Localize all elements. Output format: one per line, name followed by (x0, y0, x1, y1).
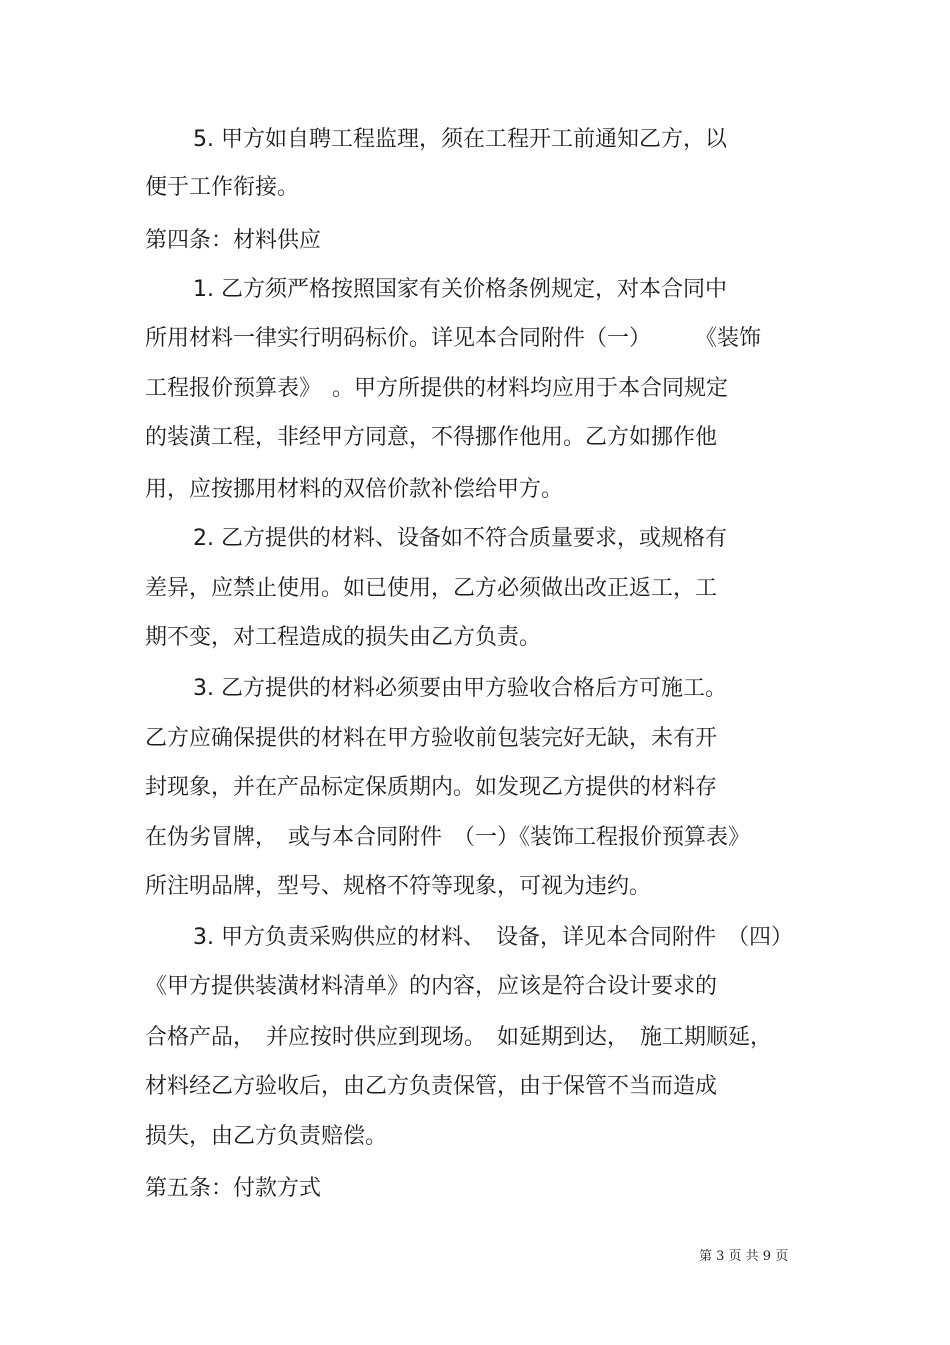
paragraph-line: 3. 甲方负责采购供应的材料、 设备，详见本合同附件 （四） (193, 925, 793, 950)
paragraph-line: 在伪劣冒牌， 或与本合同附件 （一）《装饰工程报价预算表》 (145, 825, 751, 850)
page-number: 第 3 页 共 9 页 (699, 1249, 789, 1264)
paragraph-line: 用，应按挪用材料的双倍价款补偿给甲方。 (145, 477, 564, 502)
section-heading: 第五条：付款方式 (145, 1176, 322, 1201)
paragraph-line: 的装潢工程，非经甲方同意，不得挪作他用。乙方如挪作他 (145, 425, 718, 450)
paragraph-line: 3. 乙方提供的材料必须要由甲方验收合格后方可施工。 (193, 676, 727, 701)
paragraph-line: 工程报价预算表》 。甲方所提供的材料均应用于本合同规定 (145, 376, 729, 401)
paragraph-line: 材料经乙方验收后，由乙方负责保管，由于保管不当而造成 (145, 1074, 718, 1099)
paragraph-line: 封现象，并在产品标定保质期内。如发现乙方提供的材料存 (145, 775, 718, 800)
paragraph-line: 损失，由乙方负责赔偿。 (145, 1124, 388, 1149)
paragraph-line: 2. 乙方提供的材料、设备如不符合质量要求，或规格有 (193, 526, 727, 551)
paragraph-line: 便于工作衔接。 (145, 175, 300, 200)
paragraph-line: 乙方应确保提供的材料在甲方验收前包装完好无缺，未有开 (145, 726, 718, 751)
paragraph-line: 合格产品， 并应按时供应到现场。 如延期到达， 施工期顺延， (145, 1025, 773, 1050)
paragraph-line: 所用材料一律实行明码标价。详见本合同附件（一） 《装饰 (145, 326, 762, 351)
paragraph-line: 《甲方提供装潢材料清单》的内容，应该是符合设计要求的 (145, 974, 718, 999)
paragraph-line: 期不变，对工程造成的损失由乙方负责。 (145, 625, 542, 650)
paragraph-line: 5. 甲方如自聘工程监理，须在工程开工前通知乙方，以 (193, 127, 727, 152)
paragraph-line: 差异，应禁止使用。如已使用，乙方必须做出改正返工，工 (145, 576, 718, 601)
section-heading: 第四条：材料供应 (145, 228, 322, 253)
paragraph-line: 1. 乙方须严格按照国家有关价格条例规定，对本合同中 (193, 277, 727, 302)
paragraph-line: 所注明品牌，型号、规格不符等现象，可视为违约。 (145, 874, 652, 899)
